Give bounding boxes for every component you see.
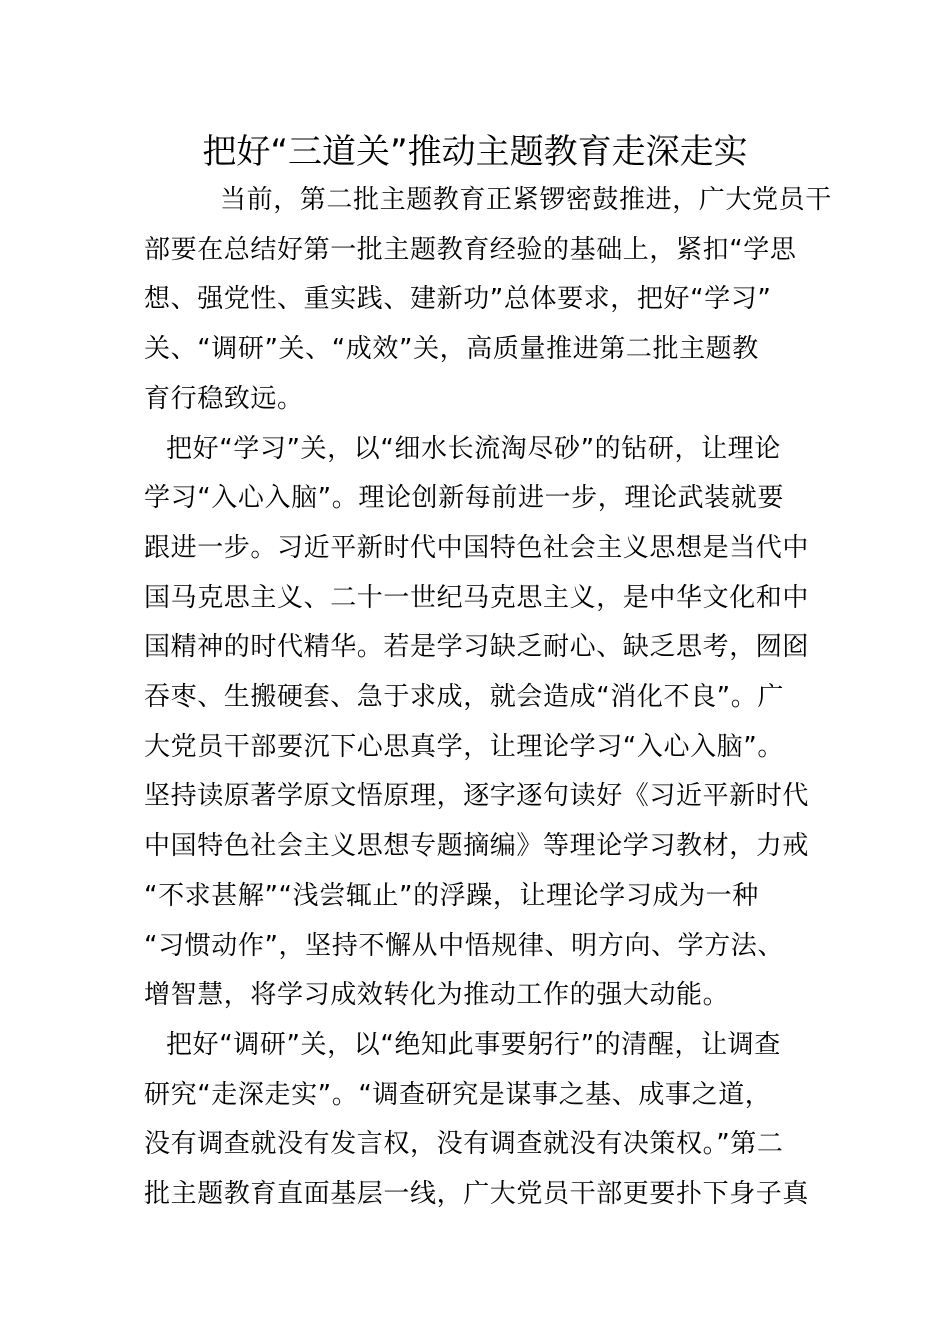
text-line: 关、“调研”关、“成效”关，高质量推进第二批主题教 — [144, 334, 759, 365]
document-title: 把好“三道关”推动主题教育走深走实 — [202, 132, 748, 172]
text-line: 跟进一步。习近平新时代中国特色社会主义思想是当代中 — [144, 532, 810, 563]
text-line: 想、强党性、重实践、建新功”总体要求，把好“学习” — [144, 284, 772, 315]
text-line: 研究“走深走实”。“调查研究是谋事之基、成事之道， — [144, 1079, 772, 1110]
text-line: 没有调查就没有发言权，没有调查就没有决策权。”第二 — [144, 1129, 784, 1160]
text-line: 把好“调研”关，以“绝知此事要躬行”的清醒，让调查 — [166, 1029, 781, 1060]
text-line: “不求甚解”“浅尝辄止”的浮躁，让理论学习成为一种 — [144, 880, 759, 911]
text-line: 大党员干部要沉下心思真学，让理论学习“入心入脑”。 — [144, 731, 784, 762]
text-line: 增智慧，将学习成效转化为推动工作的强大动能。 — [144, 980, 730, 1011]
text-line: “习惯动作”，坚持不懈从中悟规律、明方向、学方法、 — [144, 930, 784, 961]
text-line: 批主题教育直面基层一线，广大党员干部更要扑下身子真 — [144, 1179, 810, 1209]
text-line: 学习“入心入脑”。理论创新每前进一步，理论武装就要 — [144, 483, 784, 514]
text-line: 坚持读原著学原文悟原理，逐字逐句读好《习近平新时代 — [144, 781, 810, 812]
text-line: 中国特色社会主义思想专题摘编》等理论学习教材，力戒 — [144, 831, 810, 862]
text-line: 吞枣、生搬硬套、急于求成，就会造成“消化不良”。广 — [144, 682, 784, 712]
text-line: 把好“学习”关，以“细水长流淘尽砂”的钻研，让理论 — [166, 433, 781, 464]
text-line: 国精神的时代精华。若是学习缺乏耐心、缺乏思考，囫囵 — [144, 632, 810, 663]
text-line: 当前，第二批主题教育正紧锣密鼓推进，广大党员干 — [220, 185, 832, 215]
text-line: 国马克思主义、二十一世纪马克思主义，是中华文化和中 — [144, 582, 810, 613]
text-line: 部要在总结好第一批主题教育经验的基础上，紧扣“学思 — [144, 234, 797, 265]
text-line: 育行稳致远。 — [144, 383, 304, 414]
